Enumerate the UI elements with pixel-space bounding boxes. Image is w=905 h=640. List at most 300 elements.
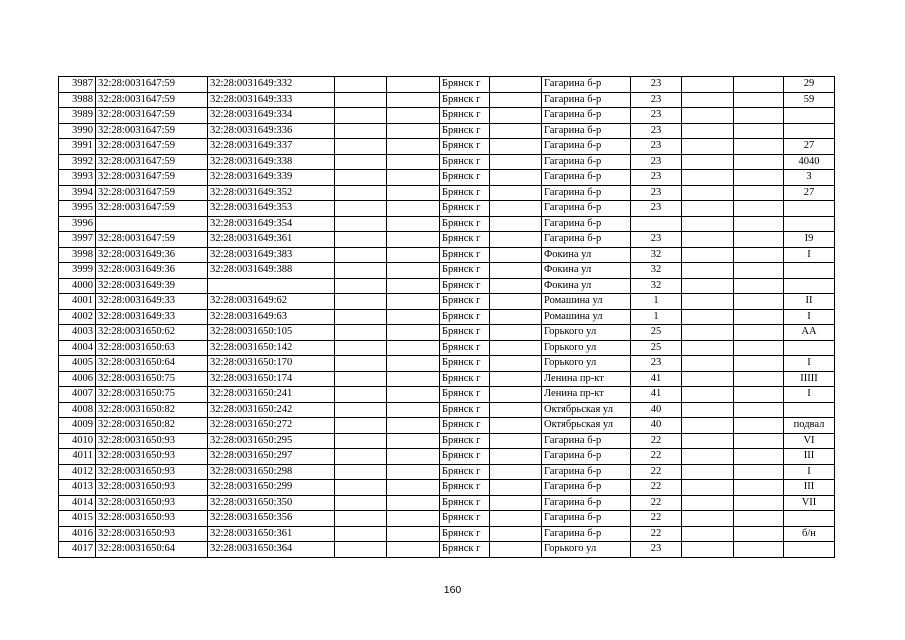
empty-cell <box>490 356 542 372</box>
empty-cell <box>682 542 734 558</box>
city-cell: Брянск г <box>440 232 490 248</box>
empty-cell <box>335 511 387 527</box>
cadastral-number-cell: 32:28:0031649:353 <box>208 201 335 217</box>
empty-cell <box>387 480 440 496</box>
apartment-cell: I <box>784 356 835 372</box>
house-cell: 25 <box>631 325 682 341</box>
cadastral-block-cell: 32:28:0031649:36 <box>96 247 208 263</box>
row-number-cell: 4011 <box>59 449 96 465</box>
city-cell: Брянск г <box>440 433 490 449</box>
empty-cell <box>682 356 734 372</box>
apartment-cell: I <box>784 247 835 263</box>
empty-cell <box>387 495 440 511</box>
apartment-cell: III <box>784 480 835 496</box>
table-row <box>59 526 835 542</box>
empty-cell <box>335 170 387 186</box>
empty-cell <box>335 247 387 263</box>
empty-cell <box>387 542 440 558</box>
house-cell: 1 <box>631 294 682 310</box>
street-cell: Гагарина б-р <box>542 480 631 496</box>
city-cell: Брянск г <box>440 278 490 294</box>
empty-cell <box>335 185 387 201</box>
street-cell: Ленина пр-кт <box>542 387 631 403</box>
row-number-cell: 3998 <box>59 247 96 263</box>
empty-cell <box>734 495 784 511</box>
apartment-cell: 29 <box>784 77 835 93</box>
empty-cell <box>335 278 387 294</box>
cadastral-number-cell: 32:28:0031650:297 <box>208 449 335 465</box>
empty-cell <box>682 185 734 201</box>
empty-cell <box>387 387 440 403</box>
row-number-cell: 3992 <box>59 154 96 170</box>
apartment-cell: II <box>784 294 835 310</box>
table-row <box>59 387 835 403</box>
empty-cell <box>682 92 734 108</box>
empty-cell <box>387 92 440 108</box>
empty-cell <box>682 402 734 418</box>
row-number-cell: 4008 <box>59 402 96 418</box>
empty-cell <box>490 263 542 279</box>
street-cell: Октябрьская ул <box>542 418 631 434</box>
row-number-cell: 4009 <box>59 418 96 434</box>
house-cell: 23 <box>631 123 682 139</box>
empty-cell <box>335 216 387 232</box>
empty-cell <box>734 542 784 558</box>
table-row <box>59 402 835 418</box>
empty-cell <box>682 387 734 403</box>
house-cell: 22 <box>631 526 682 542</box>
empty-cell <box>734 216 784 232</box>
empty-cell <box>335 108 387 124</box>
house-cell: 23 <box>631 108 682 124</box>
row-number-cell: 3999 <box>59 263 96 279</box>
apartment-cell: I <box>784 309 835 325</box>
house-cell: 41 <box>631 371 682 387</box>
empty-cell <box>734 340 784 356</box>
cadastral-block-cell: 32:28:0031647:59 <box>96 77 208 93</box>
house-cell: 25 <box>631 340 682 356</box>
empty-cell <box>490 371 542 387</box>
apartment-cell <box>784 216 835 232</box>
empty-cell <box>734 170 784 186</box>
empty-cell <box>734 449 784 465</box>
house-cell: 32 <box>631 278 682 294</box>
empty-cell <box>387 247 440 263</box>
city-cell: Брянск г <box>440 247 490 263</box>
apartment-cell <box>784 201 835 217</box>
street-cell: Ромашина ул <box>542 309 631 325</box>
cadastral-number-cell: 32:28:0031649:336 <box>208 123 335 139</box>
apartment-cell: 4040 <box>784 154 835 170</box>
house-cell: 23 <box>631 170 682 186</box>
house-cell: 41 <box>631 387 682 403</box>
empty-cell <box>335 154 387 170</box>
empty-cell <box>734 77 784 93</box>
empty-cell <box>682 480 734 496</box>
cadastral-number-cell: 32:28:0031649:337 <box>208 139 335 155</box>
cadastral-number-cell: 32:28:0031649:62 <box>208 294 335 310</box>
empty-cell <box>682 464 734 480</box>
empty-cell <box>682 263 734 279</box>
apartment-cell <box>784 123 835 139</box>
apartment-cell: IIIII <box>784 371 835 387</box>
row-number-cell: 3993 <box>59 170 96 186</box>
empty-cell <box>490 185 542 201</box>
apartment-cell <box>784 511 835 527</box>
empty-cell <box>734 154 784 170</box>
table-row <box>59 232 835 248</box>
row-number-cell: 4004 <box>59 340 96 356</box>
house-cell: 22 <box>631 464 682 480</box>
street-cell: Гагарина б-р <box>542 170 631 186</box>
empty-cell <box>387 526 440 542</box>
table-row <box>59 340 835 356</box>
row-number-cell: 4007 <box>59 387 96 403</box>
empty-cell <box>335 495 387 511</box>
registry-table-body <box>59 77 835 558</box>
empty-cell <box>335 402 387 418</box>
empty-cell <box>387 170 440 186</box>
empty-cell <box>335 77 387 93</box>
house-cell: 22 <box>631 433 682 449</box>
empty-cell <box>490 511 542 527</box>
row-number-cell: 3990 <box>59 123 96 139</box>
row-number-cell: 3995 <box>59 201 96 217</box>
city-cell: Брянск г <box>440 309 490 325</box>
empty-cell <box>490 123 542 139</box>
row-number-cell: 4017 <box>59 542 96 558</box>
cadastral-number-cell: 32:28:0031650:364 <box>208 542 335 558</box>
house-cell: 23 <box>631 154 682 170</box>
apartment-cell: АА <box>784 325 835 341</box>
empty-cell <box>335 464 387 480</box>
cadastral-block-cell: 32:28:0031647:59 <box>96 170 208 186</box>
empty-cell <box>682 278 734 294</box>
empty-cell <box>335 201 387 217</box>
row-number-cell: 4001 <box>59 294 96 310</box>
cadastral-number-cell: 32:28:0031649:63 <box>208 309 335 325</box>
empty-cell <box>682 340 734 356</box>
cadastral-block-cell: 32:28:0031650:64 <box>96 542 208 558</box>
cadastral-block-cell: 32:28:0031650:82 <box>96 418 208 434</box>
house-cell: 23 <box>631 201 682 217</box>
empty-cell <box>387 232 440 248</box>
empty-cell <box>335 294 387 310</box>
empty-cell <box>335 232 387 248</box>
table-row <box>59 92 835 108</box>
apartment-cell: 59 <box>784 92 835 108</box>
cadastral-number-cell: 32:28:0031650:241 <box>208 387 335 403</box>
cadastral-block-cell: 32:28:0031650:93 <box>96 464 208 480</box>
cadastral-block-cell: 32:28:0031647:59 <box>96 108 208 124</box>
cadastral-number-cell: 32:28:0031649:333 <box>208 92 335 108</box>
cadastral-block-cell: 32:28:0031650:93 <box>96 433 208 449</box>
empty-cell <box>682 170 734 186</box>
city-cell: Брянск г <box>440 418 490 434</box>
empty-cell <box>387 340 440 356</box>
cadastral-number-cell: 32:28:0031650:298 <box>208 464 335 480</box>
street-cell: Горького ул <box>542 542 631 558</box>
empty-cell <box>490 232 542 248</box>
empty-cell <box>335 139 387 155</box>
city-cell: Брянск г <box>440 356 490 372</box>
street-cell: Гагарина б-р <box>542 511 631 527</box>
city-cell: Брянск г <box>440 340 490 356</box>
cadastral-number-cell: 32:28:0031650:295 <box>208 433 335 449</box>
empty-cell <box>490 139 542 155</box>
city-cell: Брянск г <box>440 123 490 139</box>
table-row <box>59 185 835 201</box>
cadastral-block-cell: 32:28:0031647:59 <box>96 232 208 248</box>
city-cell: Брянск г <box>440 263 490 279</box>
empty-cell <box>682 371 734 387</box>
empty-cell <box>490 216 542 232</box>
empty-cell <box>734 123 784 139</box>
city-cell: Брянск г <box>440 464 490 480</box>
empty-cell <box>682 77 734 93</box>
table-row <box>59 542 835 558</box>
empty-cell <box>335 356 387 372</box>
empty-cell <box>682 418 734 434</box>
empty-cell <box>734 418 784 434</box>
empty-cell <box>387 123 440 139</box>
table-row <box>59 418 835 434</box>
empty-cell <box>490 480 542 496</box>
cadastral-block-cell: 32:28:0031647:59 <box>96 123 208 139</box>
empty-cell <box>387 294 440 310</box>
empty-cell <box>387 108 440 124</box>
city-cell: Брянск г <box>440 480 490 496</box>
city-cell: Брянск г <box>440 185 490 201</box>
empty-cell <box>734 139 784 155</box>
apartment-cell: 27 <box>784 185 835 201</box>
empty-cell <box>682 495 734 511</box>
empty-cell <box>335 92 387 108</box>
apartment-cell: VII <box>784 495 835 511</box>
empty-cell <box>335 371 387 387</box>
empty-cell <box>490 294 542 310</box>
cadastral-block-cell: 32:28:0031647:59 <box>96 154 208 170</box>
street-cell: Гагарина б-р <box>542 139 631 155</box>
empty-cell <box>387 433 440 449</box>
table-row <box>59 201 835 217</box>
house-cell: 23 <box>631 92 682 108</box>
empty-cell <box>387 154 440 170</box>
cadastral-number-cell: 32:28:0031650:105 <box>208 325 335 341</box>
empty-cell <box>682 123 734 139</box>
empty-cell <box>490 325 542 341</box>
apartment-cell: подвал <box>784 418 835 434</box>
street-cell: Горького ул <box>542 356 631 372</box>
apartment-cell <box>784 263 835 279</box>
cadastral-block-cell: 32:28:0031649:33 <box>96 309 208 325</box>
city-cell: Брянск г <box>440 387 490 403</box>
city-cell: Брянск г <box>440 170 490 186</box>
empty-cell <box>734 108 784 124</box>
house-cell: 40 <box>631 402 682 418</box>
empty-cell <box>490 542 542 558</box>
house-cell: 23 <box>631 139 682 155</box>
empty-cell <box>682 433 734 449</box>
cadastral-block-cell: 32:28:0031650:64 <box>96 356 208 372</box>
empty-cell <box>734 464 784 480</box>
cadastral-block-cell: 32:28:0031650:62 <box>96 325 208 341</box>
apartment-cell: I <box>784 387 835 403</box>
cadastral-block-cell: 32:28:0031647:59 <box>96 139 208 155</box>
empty-cell <box>387 139 440 155</box>
empty-cell <box>387 356 440 372</box>
apartment-cell <box>784 278 835 294</box>
row-number-cell: 4016 <box>59 526 96 542</box>
empty-cell <box>682 154 734 170</box>
empty-cell <box>387 216 440 232</box>
empty-cell <box>682 526 734 542</box>
table-row <box>59 480 835 496</box>
cadastral-number-cell: 32:28:0031650:356 <box>208 511 335 527</box>
empty-cell <box>335 387 387 403</box>
empty-cell <box>335 418 387 434</box>
empty-cell <box>387 402 440 418</box>
cadastral-block-cell: 32:28:0031650:93 <box>96 449 208 465</box>
city-cell: Брянск г <box>440 294 490 310</box>
house-cell: 23 <box>631 185 682 201</box>
street-cell: Гагарина б-р <box>542 526 631 542</box>
street-cell: Гагарина б-р <box>542 495 631 511</box>
table-row <box>59 294 835 310</box>
house-cell: 22 <box>631 495 682 511</box>
cadastral-number-cell: 32:28:0031650:299 <box>208 480 335 496</box>
table-row <box>59 108 835 124</box>
empty-cell <box>490 387 542 403</box>
house-cell: 32 <box>631 247 682 263</box>
empty-cell <box>490 309 542 325</box>
row-number-cell: 3991 <box>59 139 96 155</box>
apartment-cell: VI <box>784 433 835 449</box>
street-cell: Горького ул <box>542 340 631 356</box>
row-number-cell: 4015 <box>59 511 96 527</box>
row-number-cell: 3988 <box>59 92 96 108</box>
empty-cell <box>490 495 542 511</box>
empty-cell <box>490 464 542 480</box>
street-cell: Ромашина ул <box>542 294 631 310</box>
empty-cell <box>682 139 734 155</box>
cadastral-number-cell: 32:28:0031650:242 <box>208 402 335 418</box>
house-cell: 22 <box>631 480 682 496</box>
empty-cell <box>682 449 734 465</box>
empty-cell <box>734 232 784 248</box>
city-cell: Брянск г <box>440 371 490 387</box>
table-row <box>59 154 835 170</box>
row-number-cell: 4010 <box>59 433 96 449</box>
empty-cell <box>387 309 440 325</box>
house-cell: 40 <box>631 418 682 434</box>
table-row <box>59 139 835 155</box>
empty-cell <box>490 92 542 108</box>
empty-cell <box>490 449 542 465</box>
row-number-cell: 4012 <box>59 464 96 480</box>
cadastral-number-cell: 32:28:0031649:383 <box>208 247 335 263</box>
empty-cell <box>734 325 784 341</box>
street-cell: Ленина пр-кт <box>542 371 631 387</box>
cadastral-block-cell: 32:28:0031650:93 <box>96 526 208 542</box>
table-row <box>59 77 835 93</box>
empty-cell <box>387 418 440 434</box>
row-number-cell: 4005 <box>59 356 96 372</box>
empty-cell <box>734 247 784 263</box>
apartment-cell <box>784 402 835 418</box>
table-row <box>59 263 835 279</box>
row-number-cell: 3987 <box>59 77 96 93</box>
registry-table <box>58 76 835 558</box>
table-row <box>59 309 835 325</box>
empty-cell <box>734 402 784 418</box>
empty-cell <box>335 309 387 325</box>
cadastral-block-cell: 32:28:0031649:36 <box>96 263 208 279</box>
house-cell: 23 <box>631 356 682 372</box>
empty-cell <box>734 480 784 496</box>
empty-cell <box>387 371 440 387</box>
row-number-cell: 3989 <box>59 108 96 124</box>
empty-cell <box>490 278 542 294</box>
cadastral-number-cell: 32:28:0031650:170 <box>208 356 335 372</box>
empty-cell <box>490 526 542 542</box>
row-number-cell: 3996 <box>59 216 96 232</box>
row-number-cell: 3997 <box>59 232 96 248</box>
street-cell: Гагарина б-р <box>542 92 631 108</box>
empty-cell <box>335 526 387 542</box>
table-row <box>59 278 835 294</box>
row-number-cell: 4002 <box>59 309 96 325</box>
street-cell: Фокина ул <box>542 247 631 263</box>
street-cell: Гагарина б-р <box>542 201 631 217</box>
empty-cell <box>490 402 542 418</box>
empty-cell <box>387 464 440 480</box>
apartment-cell: I9 <box>784 232 835 248</box>
house-cell: 23 <box>631 77 682 93</box>
empty-cell <box>490 170 542 186</box>
house-cell: 23 <box>631 232 682 248</box>
empty-cell <box>734 201 784 217</box>
street-cell: Гагарина б-р <box>542 77 631 93</box>
table-row <box>59 371 835 387</box>
cadastral-number-cell <box>208 278 335 294</box>
city-cell: Брянск г <box>440 77 490 93</box>
row-number-cell: 4003 <box>59 325 96 341</box>
empty-cell <box>490 247 542 263</box>
table-row <box>59 325 835 341</box>
empty-cell <box>682 294 734 310</box>
cadastral-block-cell: 32:28:0031650:63 <box>96 340 208 356</box>
table-row <box>59 216 835 232</box>
apartment-cell <box>784 542 835 558</box>
empty-cell <box>734 294 784 310</box>
empty-cell <box>682 216 734 232</box>
empty-cell <box>490 340 542 356</box>
empty-cell <box>682 325 734 341</box>
cadastral-number-cell: 32:28:0031650:361 <box>208 526 335 542</box>
cadastral-number-cell: 32:28:0031649:354 <box>208 216 335 232</box>
city-cell: Брянск г <box>440 154 490 170</box>
table-row <box>59 247 835 263</box>
city-cell: Брянск г <box>440 511 490 527</box>
street-cell: Горького ул <box>542 325 631 341</box>
cadastral-number-cell: 32:28:0031649:338 <box>208 154 335 170</box>
empty-cell <box>387 511 440 527</box>
cadastral-number-cell: 32:28:0031649:361 <box>208 232 335 248</box>
cadastral-block-cell: 32:28:0031650:82 <box>96 402 208 418</box>
cadastral-number-cell: 32:28:0031650:350 <box>208 495 335 511</box>
table-row <box>59 464 835 480</box>
